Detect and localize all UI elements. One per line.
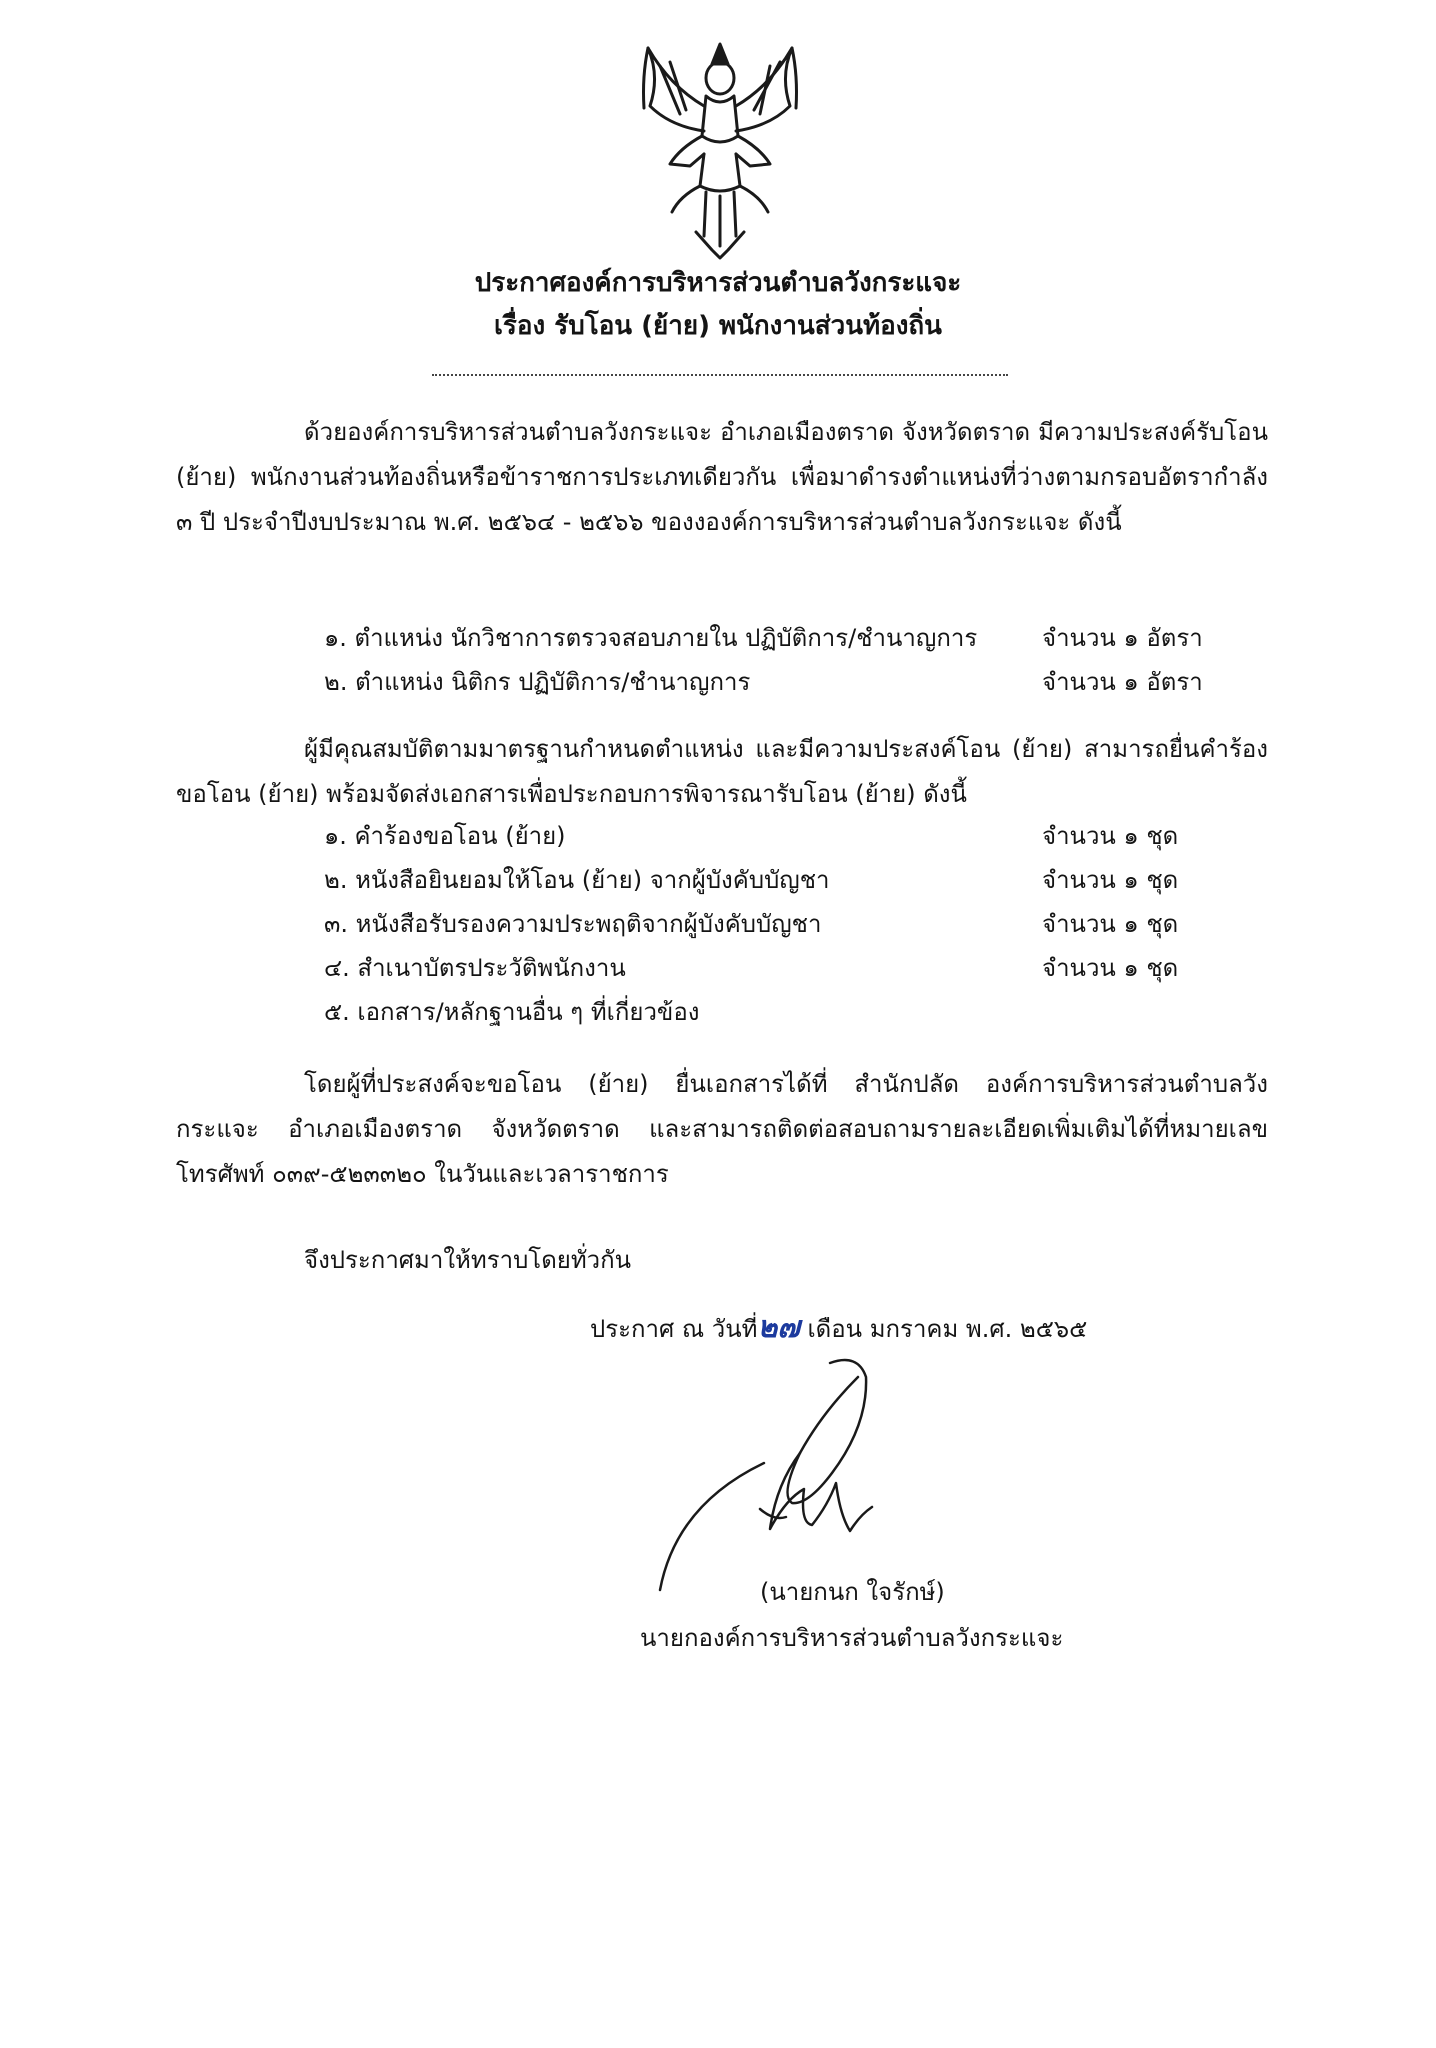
submission-text: โดยผู้ที่ประสงค์จะขอโอน (ย้าย) ยื่นเอกสารได้ที่ สำนักปลัด องค์การบริหารส่วนตำบลวังกระแจะ อำเภอเมืองตราด จังหวัดตราด และสามารถติดต่อสอบถามรายละเอียดเพิ่มเติมได้ที่หมายเลขโทรศัพท์ ๐๓๙-๕๒๓๓๒๐ ในวันและเวลาราชการ [176, 1070, 1268, 1188]
position-amount-2: จำนวน ๑ อัตรา [1042, 668, 1203, 696]
announce-date [590, 1306, 1087, 1351]
date-day-handwritten: ๒๗ [757, 1310, 800, 1345]
document-title: ประกาศองค์การบริหารส่วนตำบลวังกระแจะ [474, 268, 962, 298]
document-item-3: ๓. หนังสือรับรองความประพฤติจากผู้บังคับบัญชา [324, 910, 822, 938]
document-subject: เรื่อง รับโอน (ย้าย) พนักงานส่วนท้องถิ่น [494, 311, 942, 341]
qualification-text: ผู้มีคุณสมบัติตามมาตรฐานกำหนดตำแหน่ง และมีความประสงค์โอน (ย้าย) สามารถยื่นคำร้องขอโอน (ย้าย) พร้อมจัดส่งเอกสารเพื่อประกอบการพิจารณารับโอน (ย้าย) ดังนี้ [176, 735, 1268, 808]
title-divider [432, 374, 1008, 376]
signature-mark [600, 1355, 1020, 1605]
intro-paragraph [176, 410, 1268, 545]
signatory-position: นายกองค์การบริหารส่วนตำบลวังกระแจะ [640, 1624, 1064, 1652]
document-amount-4: จำนวน ๑ ชุด [1042, 954, 1179, 982]
announce-line: จึงประกาศมาให้ทราบโดยทั่วกัน [304, 1246, 632, 1274]
document-amount-1: จำนวน ๑ ชุด [1042, 822, 1179, 850]
position-item-1: ๑. ตำแหน่ง นักวิชาการตรวจสอบภายใน ปฏิบัติการ/ชำนาญการ [324, 624, 978, 652]
document-item-1: ๑. คำร้องขอโอน (ย้าย) [324, 822, 566, 850]
document-amount-2: จำนวน ๑ ชุด [1042, 866, 1179, 894]
position-amount-1: จำนวน ๑ อัตรา [1042, 624, 1203, 652]
document-item-2: ๒. หนังสือยินยอมให้โอน (ย้าย) จากผู้บังคับบัญชา [324, 866, 830, 894]
date-prefix: ประกาศ ณ วันที่ [590, 1315, 758, 1343]
signatory-name: (นายกนก ใจรักษ์) [760, 1578, 945, 1606]
garuda-emblem-icon [620, 36, 820, 261]
document-item-4: ๔. สำเนาบัตรประวัติพนักงาน [324, 954, 626, 982]
intro-text: ด้วยองค์การบริหารส่วนตำบลวังกระแจะ อำเภอเมืองตราด จังหวัดตราด มีความประสงค์รับโอน (ย้าย) พนักงานส่วนท้องถิ่นหรือข้าราชการประเภทเดียวกัน เพื่อมาดำรงตำแหน่งที่ว่างตามกรอบอัตรากำลัง ๓ ปี ประจำปีงบประมาณ พ.ศ. ๒๕๖๔ - ๒๕๖๖ ของงองค์การบริหารส่วนตำบลวังกระแจะ ดังนี้ [176, 418, 1268, 536]
qualification-paragraph [176, 727, 1268, 817]
date-suffix: เดือน มกราคม พ.ศ. ๒๕๖๕ [807, 1315, 1088, 1343]
submission-paragraph [176, 1062, 1268, 1197]
document-item-5: ๕. เอกสาร/หลักฐานอื่น ๆ ที่เกี่ยวข้อง [324, 998, 700, 1026]
position-item-2: ๒. ตำแหน่ง นิติกร ปฏิบัติการ/ชำนาญการ [324, 668, 751, 696]
document-amount-3: จำนวน ๑ ชุด [1042, 910, 1179, 938]
